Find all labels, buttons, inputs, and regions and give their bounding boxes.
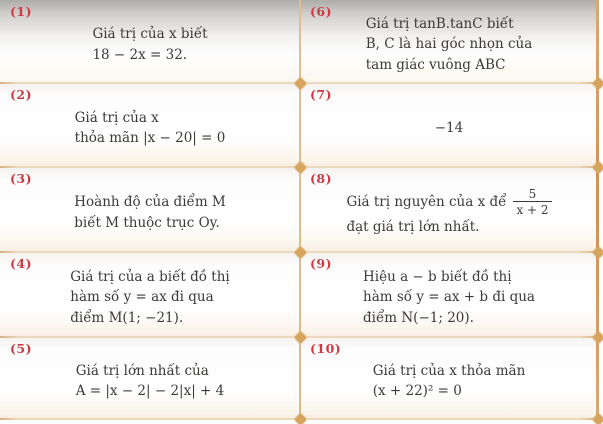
card-6-content: [366, 8, 533, 76]
question-line: Giá trị của x: [74, 109, 159, 126]
question-line: đạt giá trị lớn nhất.: [346, 219, 480, 236]
card-7-number: (7): [310, 87, 333, 102]
card-2-number: (2): [10, 87, 33, 102]
equation-line: A = |x − 2| − 2|x| + 4: [75, 383, 225, 399]
question-line: tam giác vuông ABC: [365, 56, 506, 73]
card-10-content: [373, 355, 526, 402]
question-line: Giá trị của x biết: [92, 26, 208, 42]
question-line: Giá trị của a biết đồ thị: [70, 268, 230, 285]
card-1-content: [92, 18, 207, 65]
card-3-number: (3): [10, 171, 33, 186]
card-8: [300, 167, 598, 252]
question-line: biết M thuộc trục Oy.: [74, 214, 220, 231]
question-line: Hoành độ của điểm M: [74, 194, 226, 210]
card-4-number: (4): [10, 256, 33, 271]
card-9-number: (9): [310, 256, 333, 271]
card-1: [0, 0, 300, 83]
question-line-with-fraction: [346, 187, 551, 217]
card-10: [300, 337, 598, 419]
question-line: Giá trị của x thỏa mãn: [372, 362, 526, 379]
card-10-number: (10): [310, 341, 342, 356]
equation-line: 18 − 2x = 32.: [92, 46, 188, 63]
question-line: hàm số y = ax đi qua: [70, 289, 214, 306]
card-5: [0, 337, 300, 419]
card-9-content: [363, 261, 535, 329]
right-border: [596, 0, 599, 420]
card-1-number: (1): [10, 4, 33, 19]
card-9: [300, 252, 598, 337]
question-text: Giá trị nguyên của x để: [346, 194, 507, 210]
fraction-numerator: 5: [528, 187, 537, 202]
equation-line: (x + 22)² = 0: [372, 383, 462, 399]
equation-line: thỏa mãn |x − 20| = 0: [74, 130, 226, 146]
question-line: điểm M(1; −21).: [70, 309, 184, 326]
card-7-content: [435, 112, 464, 139]
question-line: Hiệu a − b biết đồ thị: [363, 268, 512, 285]
card-6-number: (6): [310, 4, 333, 19]
card-2: [0, 83, 300, 167]
card-5-number: (5): [10, 341, 33, 356]
card-2-content: [75, 102, 226, 149]
fraction: [513, 187, 551, 217]
question-line: B, C là hai góc nhọn của: [365, 36, 533, 53]
card-6: [300, 0, 598, 83]
card-7: [300, 83, 598, 167]
question-line: Giá trị tanB.tanC biết: [365, 15, 514, 32]
card-8-content: [346, 181, 551, 238]
question-line: điểm N(−1; 20).: [363, 309, 474, 326]
answer-line: −14: [434, 119, 464, 136]
question-line: hàm số y = ax + b đi qua: [363, 289, 535, 306]
card-8-number: (8): [310, 171, 333, 186]
column-divider: [299, 0, 301, 419]
fraction-denominator: x + 2: [513, 201, 551, 217]
card-4-content: [70, 261, 229, 329]
card-4: [0, 252, 300, 337]
card-3-content: [74, 186, 225, 233]
card-3: [0, 167, 300, 252]
card-5-content: [76, 355, 225, 402]
question-line: Giá trị lớn nhất của: [75, 362, 209, 379]
